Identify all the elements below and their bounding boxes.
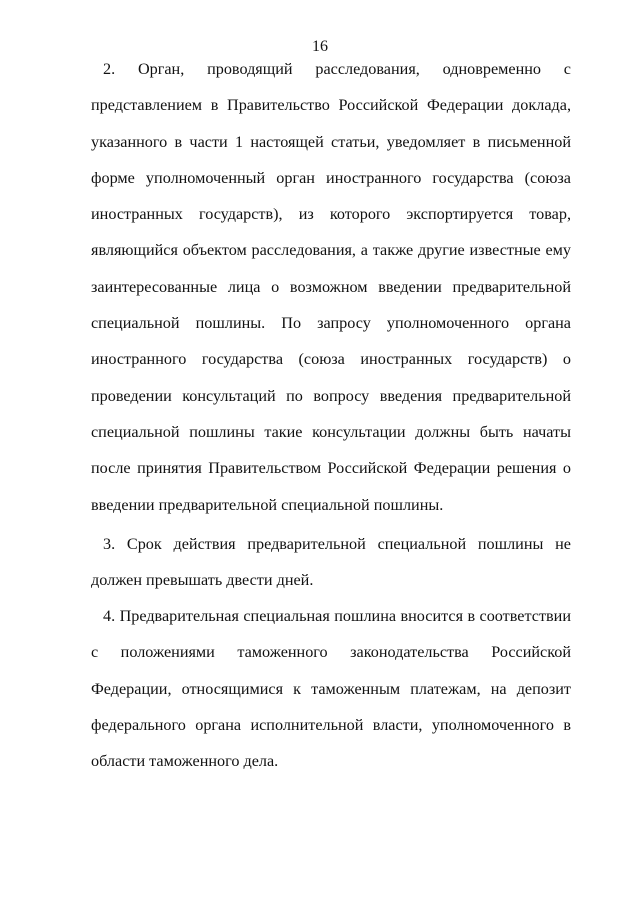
page-number: 16: [312, 38, 328, 55]
paragraph-4: 4. Предварительная специальная пошлина вносится в соответствии с положениями таможенного законодательства Российской Федерации, относящимися к таможенным платежам, на депозит федерального органа исполнительной власти, уполномоченного в области таможенного дела.: [91, 607, 571, 771]
paragraph-3: 3. Срок действия предварительной специальной пошлины не должен превышать двести дней.: [91, 535, 571, 590]
paragraph-2: 2. Орган, проводящий расследования, одновременно с представлением в Правительство Российской Федерации доклада, указанного в части 1 настоящей статьи, уведомляет в письменной форме уполномоченный орган иностранного государства (союза иностранных государств), из которого экспортируется товар, являющийся объектом расследования, а также другие известные ему заинтересованные лица о возможном введении предварительной специальной пошлины. По запросу уполномоченного органа иностранного государства (союза иностранных государств) о проведении консультаций по вопросу введения предварительной специальной пошлины такие консультации должны быть начаты после принятия Правительством Российской Федерации решения о введении предварительной специальной пошлины.: [91, 60, 571, 514]
